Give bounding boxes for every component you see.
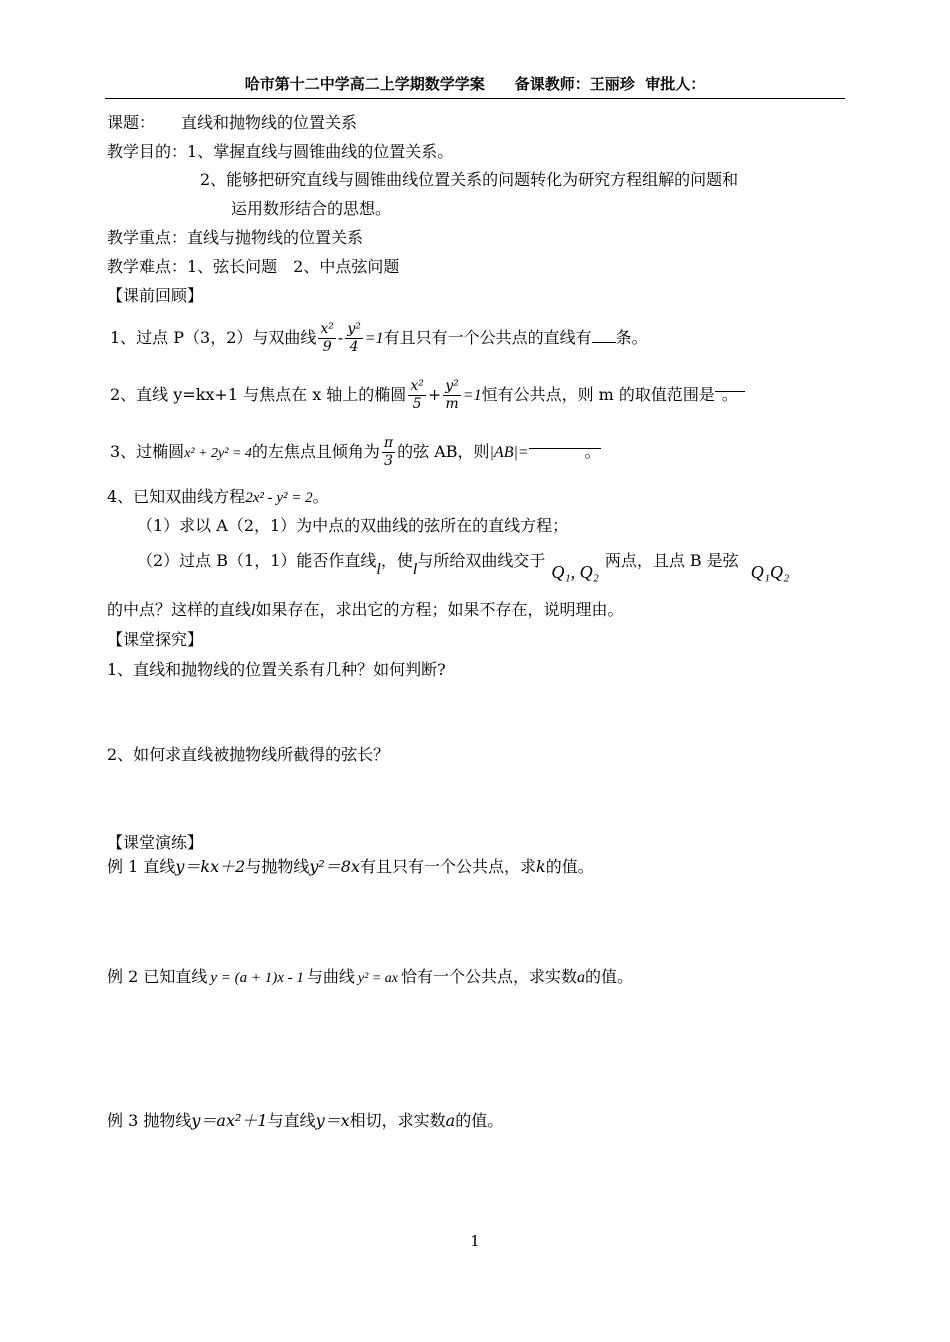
ex1-question: 有且只有一个公共点，求 [360, 857, 537, 876]
q2-equals: =1 [462, 387, 482, 404]
q1-end: 条。 [615, 328, 648, 347]
ex2-mid: 与曲线 [306, 967, 355, 986]
q3-answer-blank[interactable]: 。 [529, 432, 601, 449]
q4-cont-text-a: 的中点？这样的直线 [107, 600, 252, 619]
topic-line [107, 113, 357, 133]
ex1-label: 例 1 直线 [107, 857, 176, 876]
ex1-line-equation: y＝kx＋2 [175, 857, 246, 876]
q4-text: 4、已知双曲线方程 [107, 487, 246, 506]
ex2-label: 例 2 已知直线 [107, 967, 208, 986]
example-1 [107, 857, 594, 877]
q3-mid: 的左焦点且倾角为 [251, 442, 380, 461]
q4-continuation [107, 600, 623, 621]
review-question-3 [110, 432, 601, 474]
q2-text: 2、直线 y=kx+1 与焦点在 x 轴上的椭圆 [110, 385, 407, 404]
q1-answer-blank[interactable] [592, 326, 616, 343]
ex3-label: 例 3 抛物线 [107, 1111, 192, 1130]
goal-line-2 [200, 170, 738, 190]
q2-fraction-x: $\frac{\text{x²}}{5}$ [410, 378, 424, 412]
review-question-1 [110, 318, 648, 359]
goal-label: 教学目的： [107, 142, 188, 161]
ex3-line-equation: y＝x [315, 1111, 350, 1130]
goal-1: 1、掌握直线与圆锥曲线的位置关系。 [187, 142, 454, 161]
ex2-variable: a [577, 969, 586, 986]
explore-question-2: 2、如何求直线被抛物线所截得的弦长？ [107, 745, 390, 764]
ex3-variable: a [445, 1111, 456, 1130]
review-question-2 [110, 375, 745, 416]
goal-2a: 2、能够把研究直线与圆锥曲线位置关系的问题转化为研究方程组解的问题和 [200, 170, 739, 189]
ex2-question: 恰有一个公共点，求实数 [401, 967, 578, 986]
ex1-variable: k [536, 857, 546, 876]
ex3-end: 的值。 [455, 1111, 504, 1130]
ex1-mid: 与抛物线 [245, 857, 310, 876]
q3-abs-ab: |AB|= [489, 444, 529, 461]
explore-question-1: 1、直线和抛物线的位置关系有几种？如何判断? [107, 660, 446, 679]
q4-part-1: （1）求以 A（2，1）为中点的双曲线的弦所在的直线方程； [137, 516, 569, 535]
review-question-4 [107, 487, 329, 508]
q4-part2-text-c: 与所给双曲线交于 [417, 551, 546, 570]
topic-title: 直线和抛物线的位置关系 [181, 113, 358, 132]
page-number: 1 [470, 1232, 480, 1250]
q2-fraction-y: $\frac{\text{y²}}{m}$ [445, 378, 459, 412]
q4-part-2 [137, 545, 790, 582]
q3-ellipse-equation: x² + 2y² = 4 [184, 446, 252, 461]
q1-fraction-x: $\frac{\text{x²}}{9}$ [320, 321, 334, 355]
q1-equals: =1 [364, 330, 384, 347]
example-2 [107, 967, 633, 989]
q3-question: 的弦 AB，则 [397, 442, 490, 461]
q4-hyperbola-equation: 2x² - y² = 2 [245, 490, 313, 506]
goal-line-3 [231, 199, 391, 219]
practice-heading: 【课堂演练】 [107, 833, 204, 852]
goal-line-1 [107, 142, 453, 162]
ex1-parabola-equation: y²＝8x [309, 857, 360, 876]
ex3-question: 相切，求实数 [349, 1111, 446, 1130]
q3-angle-fraction: $\frac{\pi}{3}$ [383, 435, 394, 469]
q4-line-l-3: l [251, 602, 256, 619]
q2-answer-blank[interactable]: 。 [715, 375, 745, 392]
page-header [105, 72, 845, 99]
q4-line-l: l [376, 561, 381, 578]
q4-chord-q1q2: Q₁Q₂ [750, 562, 790, 582]
q4-part2-text-b: ，使 [380, 551, 413, 570]
review-heading: 【课前回顾】 [107, 286, 204, 305]
q4-part2-text-a: （2）过点 B（1，1）能否作直线 [137, 551, 377, 570]
q4-points-q1-q2: Q₁, Q₂ [551, 562, 599, 582]
topic-label: 课题： [107, 113, 156, 132]
explore-heading: 【课堂探究】 [107, 630, 204, 649]
q2-plus: + [427, 385, 442, 404]
ex2-line-equation: y = (a + 1)x - 1 [210, 970, 304, 986]
ex1-end: 的值。 [545, 857, 594, 876]
q1-question: 有且只有一个公共点的直线有 [383, 328, 592, 347]
q4-line-l-2: l [412, 561, 418, 578]
ex2-curve-equation: y² = ax [357, 971, 398, 986]
difficulties: 教学难点：1、弦长问题 2、中点弦问题 [107, 257, 400, 276]
header-text: 哈市第十二中学高二上学期数学学案 备课教师：王丽珍 审批人： [244, 75, 706, 93]
q4-end: 。 [312, 487, 329, 506]
q1-fraction-y: $\frac{\text{y²}}{4}$ [347, 321, 361, 355]
q2-question: 恒有公共点，则 m 的取值范围是 [481, 385, 715, 404]
q4-cont-text-b: 如果存在，求出它的方程；如果不存在，说明理由。 [255, 600, 624, 619]
key-points: 教学重点：直线与抛物线的位置关系 [107, 228, 364, 247]
q4-part2-text-d: 两点，且点 B 是弦 [604, 551, 739, 570]
q1-minus: - [337, 328, 344, 347]
ex2-end: 的值。 [585, 967, 634, 986]
example-3 [107, 1111, 503, 1131]
ex3-mid: 与直线 [267, 1111, 316, 1130]
ex3-parabola-equation: y＝ax²＋1 [191, 1111, 268, 1130]
q3-text: 3、过椭圆 [110, 442, 185, 461]
q1-text: 1、过点 P（3，2）与双曲线 [110, 328, 317, 347]
goal-2b: 运用数形结合的思想。 [231, 199, 392, 218]
